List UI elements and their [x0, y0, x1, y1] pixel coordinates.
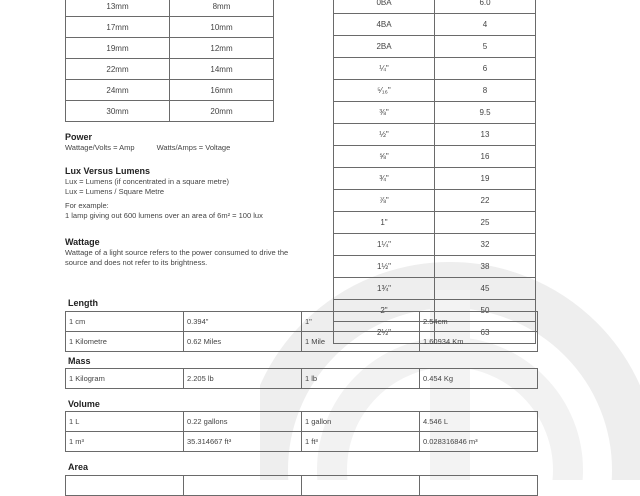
table-cell: 2½"	[334, 322, 435, 344]
table-row	[66, 80, 274, 101]
table-cell: 1 Kilogram	[66, 369, 184, 389]
table-cell: 1¼"	[334, 234, 435, 256]
table-row	[334, 278, 536, 300]
table-cell: 1 Mile	[302, 332, 420, 352]
table-cell: 5	[435, 36, 536, 58]
spanner-size-table	[65, 0, 274, 122]
table-cell: 1 Kilometre	[66, 332, 184, 352]
table-cell: 25	[435, 212, 536, 234]
table-cell: 12mm	[170, 38, 274, 59]
lux-section	[65, 166, 305, 221]
table-cell: 19mm	[66, 38, 170, 59]
table-cell: 1¾"	[334, 278, 435, 300]
table-row	[66, 369, 538, 389]
table-row	[66, 0, 274, 17]
table-cell: 10mm	[170, 17, 274, 38]
table-row	[66, 432, 538, 452]
volume-title: Volume	[68, 399, 100, 409]
table-cell: 2BA	[334, 36, 435, 58]
mass-table	[65, 368, 538, 389]
table-row	[334, 124, 536, 146]
table-cell: 1 gallon	[302, 412, 420, 432]
power-formula-voltage: Watts/Amps = Voltage	[156, 143, 231, 152]
table-cell: ½"	[334, 124, 435, 146]
table-row	[334, 190, 536, 212]
table-cell: 16mm	[170, 80, 274, 101]
table-cell: 22mm	[66, 59, 170, 80]
table-row	[66, 412, 538, 432]
area-table	[65, 475, 538, 496]
table-cell: 13mm	[66, 0, 170, 17]
table-cell: 22	[435, 190, 536, 212]
length-table	[65, 311, 538, 352]
table-cell: ⅝"	[334, 146, 435, 168]
table-row	[334, 234, 536, 256]
table-row	[66, 332, 538, 352]
table-cell: 4.546 L	[420, 412, 538, 432]
table-cell: 1 cm	[66, 312, 184, 332]
table-cell: 4	[435, 14, 536, 36]
table-cell: 45	[435, 278, 536, 300]
table-cell: 0.454 Kg	[420, 369, 538, 389]
table-row	[334, 256, 536, 278]
table-row	[66, 38, 274, 59]
table-cell: 6.0	[435, 0, 536, 14]
table-cell: 0.22 gallons	[184, 412, 302, 432]
table-cell	[420, 476, 538, 496]
table-row	[66, 17, 274, 38]
lux-example-text: 1 lamp giving out 600 lumens over an area of 6m² = 100 lux	[65, 211, 263, 220]
table-cell: 0.62 Miles	[184, 332, 302, 352]
power-section	[65, 132, 305, 153]
table-row	[334, 36, 536, 58]
table-cell: 4BA	[334, 14, 435, 36]
table-cell: 1 lb	[302, 369, 420, 389]
area-title: Area	[68, 462, 89, 472]
power-formulas	[65, 143, 305, 153]
table-row	[334, 102, 536, 124]
lux-heading: Lux Versus Lumens	[65, 166, 151, 176]
power-formula-amp: Wattage/Volts = Amp	[65, 143, 135, 152]
mass-title: Mass	[68, 356, 91, 366]
table-cell: 20mm	[170, 101, 274, 122]
table-cell: 24mm	[66, 80, 170, 101]
table-cell: 38	[435, 256, 536, 278]
table-row	[334, 168, 536, 190]
table-row	[334, 58, 536, 80]
table-cell: 30mm	[66, 101, 170, 122]
table-cell: 8mm	[170, 0, 274, 17]
table-row	[334, 212, 536, 234]
table-cell: 1 m³	[66, 432, 184, 452]
table-cell: 32	[435, 234, 536, 256]
table-cell: ¼"	[334, 58, 435, 80]
table-cell: 0.028316846 m³	[420, 432, 538, 452]
table-cell: 1 L	[66, 412, 184, 432]
table-cell: 6	[435, 58, 536, 80]
table-cell: 1½"	[334, 256, 435, 278]
lux-line-1: Lux = Lumens (if concentrated in a square metre)	[65, 177, 230, 186]
table-row	[334, 0, 536, 14]
table-row	[334, 14, 536, 36]
table-cell: 16	[435, 146, 536, 168]
table-cell: 0.394"	[184, 312, 302, 332]
table-cell: 1.60934 Km	[420, 332, 538, 352]
table-cell: 63	[435, 322, 536, 344]
table-cell: 2.205 lb	[184, 369, 302, 389]
table-row	[66, 101, 274, 122]
table-row	[66, 476, 538, 496]
table-row	[66, 59, 274, 80]
table-cell: 8	[435, 80, 536, 102]
table-row	[66, 312, 538, 332]
table-cell: 1"	[302, 312, 420, 332]
table-cell: 35.314667 ft³	[184, 432, 302, 452]
table-cell: 9.5	[435, 102, 536, 124]
wattage-heading: Wattage	[65, 237, 100, 247]
table-cell: 2"	[334, 300, 435, 322]
table-row	[334, 146, 536, 168]
table-cell: ⅜"	[334, 102, 435, 124]
table-cell: ⁵⁄₁₆"	[334, 80, 435, 102]
table-cell: 14mm	[170, 59, 274, 80]
thread-size-table	[333, 0, 536, 344]
table-row	[334, 80, 536, 102]
wattage-text: Wattage of a light source refers to the power consumed to drive the source and does not refer to its brightness.	[65, 248, 289, 267]
lux-line-2: Lux = Lumens / Square Metre	[65, 187, 165, 196]
length-title: Length	[68, 298, 98, 308]
table-cell: 17mm	[66, 17, 170, 38]
table-cell	[66, 476, 184, 496]
table-cell: ⅞"	[334, 190, 435, 212]
wattage-section	[65, 237, 297, 268]
lux-example-label: For example:	[65, 201, 109, 210]
table-cell: 13	[435, 124, 536, 146]
table-cell: 1"	[334, 212, 435, 234]
power-heading: Power	[65, 132, 93, 142]
table-cell	[184, 476, 302, 496]
table-cell: 0BA	[334, 0, 435, 14]
table-cell: 50	[435, 300, 536, 322]
table-cell	[302, 476, 420, 496]
table-cell: 1 ft³	[302, 432, 420, 452]
table-cell: 19	[435, 168, 536, 190]
volume-table	[65, 411, 538, 452]
table-cell: 2.54cm	[420, 312, 538, 332]
table-cell: ¾"	[334, 168, 435, 190]
